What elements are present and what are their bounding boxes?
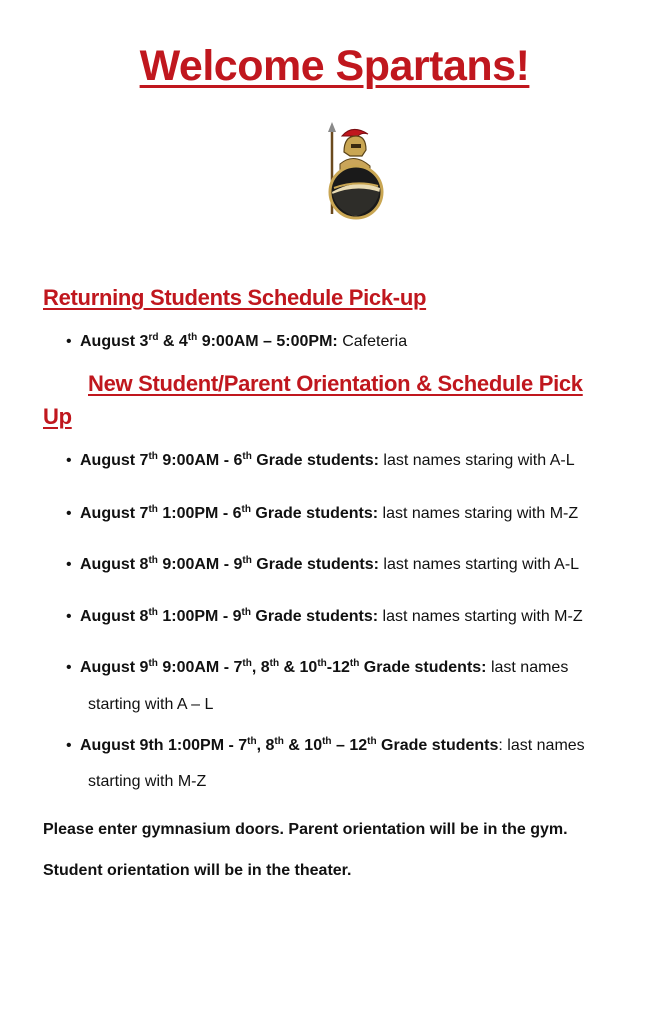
- list-item-continuation: starting with M-Z: [88, 773, 207, 790]
- page-title: Welcome Spartans!: [139, 42, 530, 90]
- list-item: • August 9th 1:00PM - 7th, 8th & 10th – 12th Grade students: last names: [66, 736, 585, 754]
- orientation-heading-cont: Up: [43, 404, 72, 429]
- list-item: • August 8th 9:00AM - 9th Grade students: last names starting with A-L: [66, 555, 580, 573]
- orientation-heading: New Student/Parent Orientation & Schedule Pick: [88, 371, 583, 396]
- returning-heading: Returning Students Schedule Pick-up: [43, 285, 427, 310]
- spartan-warrior-shield-icon: [322, 122, 386, 222]
- list-item: • August 7th 1:00PM - 6th Grade students: last names staring with M-Z: [66, 504, 579, 522]
- list-item: • August 9th 9:00AM - 7th, 8th & 10th-12th Grade students: last names: [66, 658, 569, 676]
- list-item: • August 8th 1:00PM - 9th Grade students: last names starting with M-Z: [66, 607, 583, 625]
- list-item: • August 7th 9:00AM - 6th Grade students: last names staring with A-L: [66, 451, 575, 469]
- list-item: • August 3rd & 4th 9:00AM – 5:00PM: Cafeteria: [66, 332, 408, 350]
- note-theater: Student orientation will be in the theater.: [43, 862, 352, 879]
- note-gymnasium: Please enter gymnasium doors. Parent orientation will be in the gym.: [43, 821, 568, 838]
- list-item-continuation: starting with A – L: [88, 696, 214, 713]
